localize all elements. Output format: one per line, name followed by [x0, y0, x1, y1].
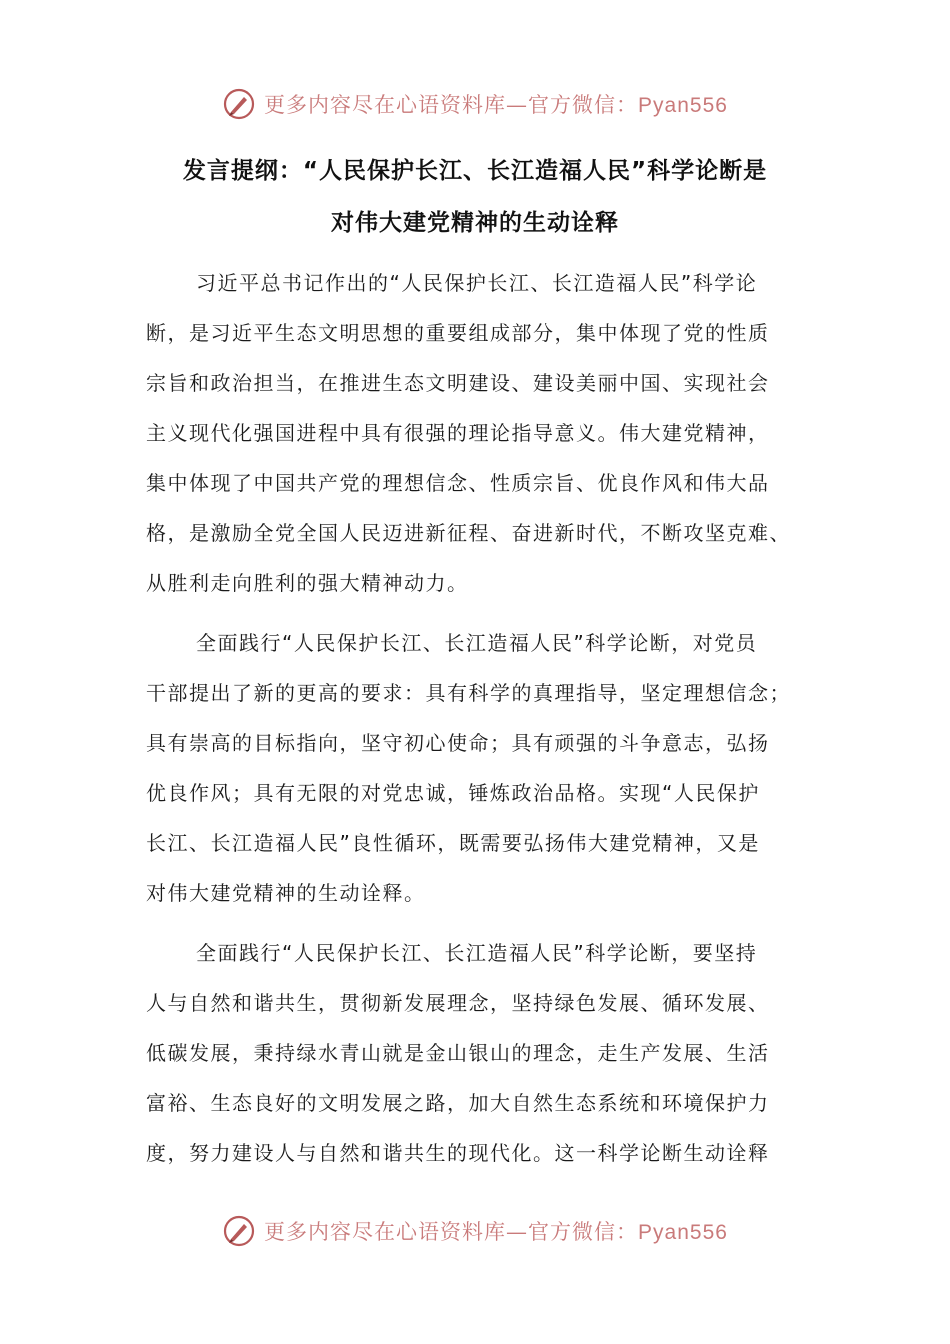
paragraph-2 — [146, 618, 806, 918]
paragraph-line: 人与自然和谐共生，贯彻新发展理念，坚持绿色发展、循环发展、 — [146, 991, 770, 1015]
wechat-id: Pyan556 — [638, 1221, 728, 1244]
paragraph-1 — [146, 258, 806, 608]
watermark-text: 更多内容尽在心语资料库—官方微信：Pyan556 — [264, 93, 728, 117]
paragraph-line: 低碳发展，秉持绿水青山就是金山银山的理念，走生产发展、生活 — [146, 1041, 770, 1065]
document-title-line-2: 对伟大建党精神的生动诠释 — [331, 210, 619, 236]
paragraph-line: 主义现代化强国进程中具有很强的理论指导意义。伟大建党精神， — [146, 421, 770, 445]
paragraph-line: 宗旨和政治担当，在推进生态文明建设、建设美丽中国、实现社会 — [146, 371, 770, 395]
paragraph-line: 格，是激励全党全国人民迈进新征程、奋进新时代，不断攻坚克难、 — [146, 521, 791, 545]
paragraph-3 — [146, 928, 806, 1178]
pen-logo-icon — [222, 1214, 256, 1248]
paragraph-line: 习近平总书记作出的“人民保护长江、长江造福人民”科学论 — [196, 271, 758, 295]
paragraph-line: 具有崇高的目标指向，坚守初心使命；具有顽强的斗争意志，弘扬 — [146, 731, 770, 755]
paragraph-line: 从胜利走向胜利的强大精神动力。 — [146, 571, 469, 595]
watermark-text: 更多内容尽在心语资料库—官方微信：Pyan556 — [264, 1220, 728, 1244]
header-watermark-banner — [0, 84, 950, 124]
paragraph-line: 长江、长江造福人民”良性循环，既需要弘扬伟大建党精神，又是 — [146, 831, 760, 855]
paragraph-line: 对伟大建党精神的生动诠释。 — [146, 881, 426, 905]
paragraph-line: 干部提出了新的更高的要求：具有科学的真理指导，坚定理想信念； — [146, 681, 791, 705]
paragraph-line: 全面践行“人民保护长江、长江造福人民”科学论断，对党员 — [196, 631, 758, 655]
document-title-line-1: 发言提纲：“人民保护长江、长江造福人民”科学论断是 — [182, 158, 768, 184]
paragraph-line: 集中体现了中国共产党的理想信念、性质宗旨、优良作风和伟大品 — [146, 471, 770, 495]
paragraph-line: 优良作风；具有无限的对党忠诚，锤炼政治品格。实现“人民保护 — [146, 781, 760, 805]
pen-logo-icon — [222, 87, 256, 121]
footer-watermark-banner — [0, 1211, 950, 1251]
paragraph-line: 全面践行“人民保护长江、长江造福人民”科学论断，要坚持 — [196, 941, 758, 965]
paragraph-line: 富裕、生态良好的文明发展之路，加大自然生态系统和环境保护力 — [146, 1091, 770, 1115]
wechat-id: Pyan556 — [638, 94, 728, 117]
paragraph-line: 断，是习近平生态文明思想的重要组成部分，集中体现了党的性质 — [146, 321, 770, 345]
paragraph-line: 度，努力建设人与自然和谐共生的现代化。这一科学论断生动诠释 — [146, 1141, 770, 1165]
